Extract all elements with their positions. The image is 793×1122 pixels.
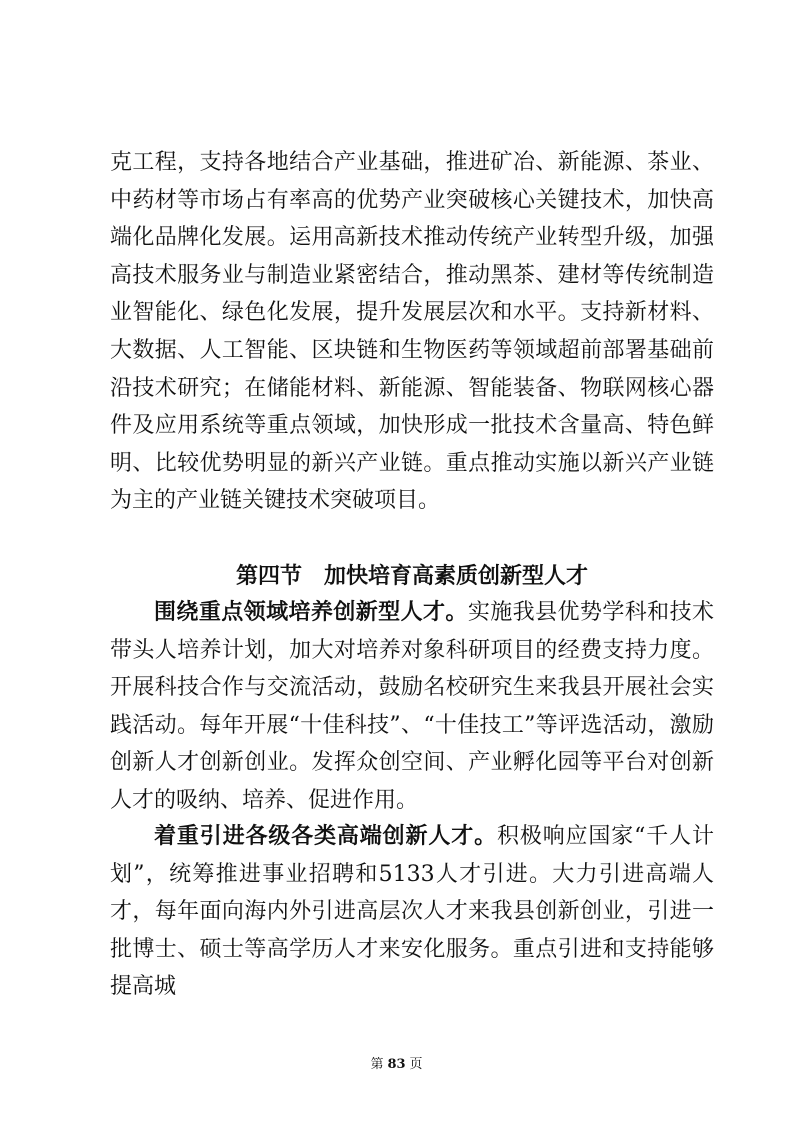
section-heading: 第四节 加快培育高素质创新型人才: [235, 564, 588, 589]
page-number: 83: [387, 1057, 406, 1072]
paragraph-3-lead: 着重引进各级各类高端创新人才。: [154, 824, 497, 849]
paragraph-3-text: 积极响应国家“千人计划”，统筹推进事业招聘和5133人才引进。大力引进高端人才，每年面向海内外引进高层次人才来我县创新创业，引进一批博士、硕士等高学历人才来安化服务。重点引进和支持能够提高城: [110, 824, 714, 1000]
footer-suffix: 页: [409, 1057, 423, 1072]
body-paragraph-1: 克工程，支持各地结合产业基础，推进矿冶、新能源、茶业、中药材等市场占有率高的优势产业突破核心关键技术，加快高端化品牌化发展。运用高新技术推动传统产业转型升级，加强高技术服务业与制造业紧密结合，推动黑茶、建材等传统制造业智能化、绿色化发展，提升发展层次和水平。支持新材料、大数据、人工智能、区块链和生物医药等领域超前部署基础前沿技术研究；在储能材料、新能源、智能装备、物联网核心器件及应用系统等重点领域，加快形成一批技术含量高、特色鲜明、比较优势明显的新兴产业链。重点推动实施以新兴产业链为主的产业链关键技术突破项目。: [110, 150, 714, 514]
paragraph-2-lead: 围绕重点领域培养创新型人才。: [154, 600, 468, 625]
paragraph-2-text: 实施我县优势学科和技术带头人培养计划，加大对培养对象科研项目的经费支持力度。开展科技合作与交流活动，鼓励名校研究生来我县开展社会实践活动。每年开展“十佳科技”、“十佳技工”等评选活动，激励创新人才创新创业。发挥众创空间、产业孵化园等平台对创新人才的吸纳、培养、促进作用。: [110, 600, 714, 813]
body-paragraph-3: [110, 818, 714, 1006]
page-footer: [0, 1053, 793, 1072]
body-paragraph-2: [110, 594, 714, 820]
footer-prefix: 第: [370, 1057, 384, 1072]
